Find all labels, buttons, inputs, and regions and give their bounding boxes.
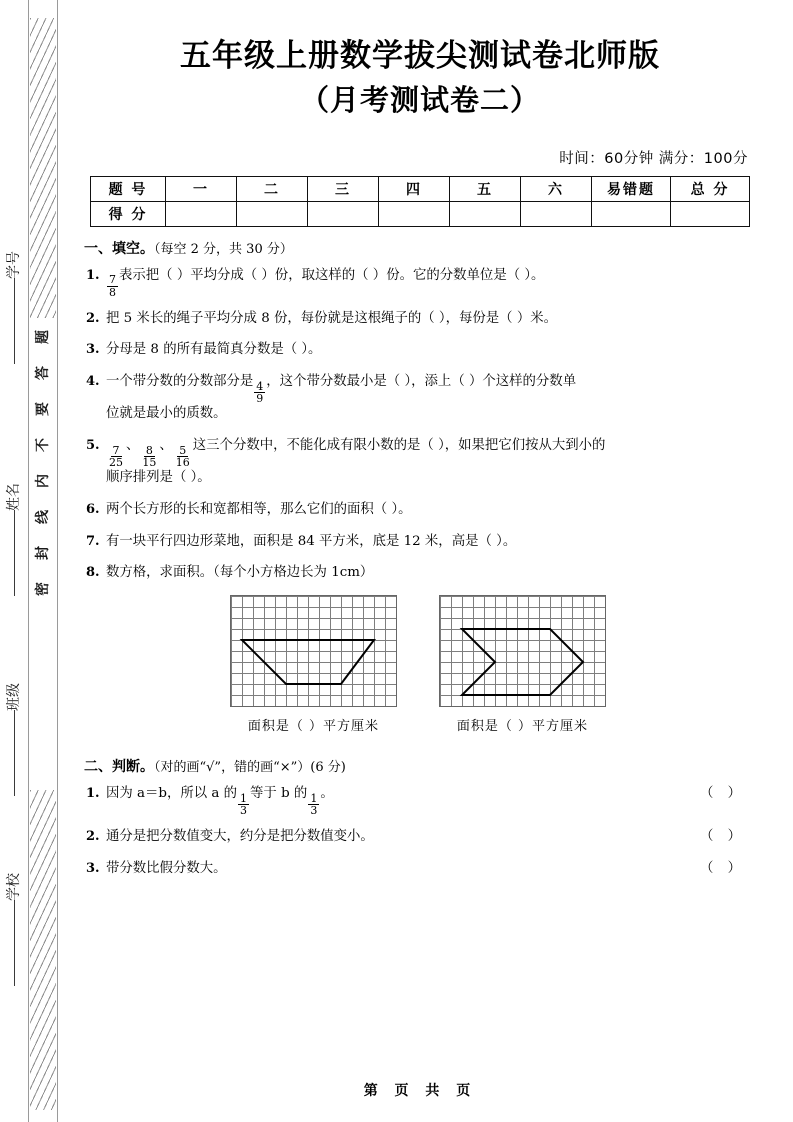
fraction-denominator: 16 [175, 455, 190, 469]
seal-char-7: 密 [35, 582, 51, 596]
fraction [174, 445, 192, 468]
fraction [254, 381, 265, 404]
seal-line-strip [28, 0, 58, 1122]
question-text: 通分是把分数值变大，约分是把分数值变小。 [106, 829, 374, 845]
question-number: 7. [86, 533, 100, 549]
question-item [84, 309, 752, 330]
fraction-denominator: 9 [256, 392, 264, 406]
score-table [90, 176, 750, 227]
trapezoid-grid-caption: 面积是（ ）平方厘米 [247, 719, 380, 735]
fraction-denominator: 8 [109, 285, 116, 299]
score-cell-4[interactable] [379, 201, 450, 226]
fraction-numerator: 1 [240, 791, 248, 805]
question-text: 、 [126, 438, 140, 454]
question-body [106, 311, 557, 326]
question-text: 两个长方形的长和宽都相等，那么它们的面积（ ）。 [106, 501, 412, 517]
section-1-title: 一、填空。 [84, 240, 154, 257]
score-cell-hard[interactable] [592, 201, 671, 226]
question-body [106, 374, 576, 421]
score-col-5: 五 [450, 176, 521, 201]
score-table-header-row [91, 176, 750, 201]
score-col-hard: 易错题 [592, 176, 671, 201]
question-item [84, 340, 752, 361]
score-cell-3[interactable] [308, 201, 379, 226]
trapezoid-grid-grid [230, 595, 397, 707]
question-text: 位就是最小的质数。 [106, 406, 227, 422]
trapezoid-grid [230, 595, 397, 737]
seal-char-5: 线 [35, 510, 51, 524]
page-subtitle: （月考测试卷二） [299, 82, 540, 117]
fraction [107, 274, 118, 297]
field-name [0, 483, 28, 596]
arrow-grid-shape [440, 596, 605, 706]
answer-paren[interactable]: （ ） [699, 829, 746, 845]
grid-figures [84, 595, 752, 737]
question-text: 因为 a＝b，所以 a 的 [106, 786, 238, 801]
question-item [84, 827, 752, 848]
question-body [106, 342, 321, 357]
score-table-row-label-1: 得 分 [91, 201, 166, 226]
question-number: 6. [86, 501, 100, 517]
section-1-questions [84, 266, 752, 585]
score-col-total: 总 分 [671, 176, 750, 201]
question-body [106, 534, 516, 549]
seal-char-0: 题 [35, 330, 51, 344]
score-table-row-label-0: 题 号 [91, 176, 166, 201]
question-body [106, 829, 374, 844]
score-cell-1[interactable] [166, 201, 237, 226]
fraction-numerator: 7 [112, 443, 120, 457]
score-col-3: 三 [308, 176, 379, 201]
section-2-questions [84, 784, 752, 880]
question-body [106, 438, 605, 485]
question-item [84, 532, 752, 553]
fraction [107, 445, 125, 468]
score-col-2: 二 [237, 176, 308, 201]
question-text: 表示把（ ）平均分成（ ）份，取这样的（ ）份。它的分数单位是（ ）。 [119, 267, 545, 283]
field-name-label: 姓名 [6, 483, 22, 511]
fraction-numerator: 4 [256, 379, 264, 393]
field-name-line[interactable] [14, 510, 15, 596]
seal-char-4: 内 [35, 474, 51, 488]
fraction-numerator: 1 [310, 791, 318, 805]
section-1-points: （每空 2 分，共 30 分） [154, 241, 293, 257]
arrow-grid-caption: 面积是（ ）平方厘米 [456, 719, 589, 735]
fraction-denominator: 3 [310, 803, 318, 817]
question-number: 2. [86, 829, 100, 845]
arrow-grid-grid [439, 595, 606, 707]
question-number: 4. [86, 374, 100, 390]
trapezoid-grid-shape [231, 596, 396, 706]
fraction [140, 445, 158, 468]
field-student-id-label: 学号 [6, 251, 22, 279]
section-2-points: （对的画“√”，错的画“×”）(6 分) [154, 760, 346, 776]
field-class [0, 683, 28, 796]
field-class-label: 班级 [6, 683, 22, 711]
seal-char-3: 不 [35, 438, 51, 452]
seal-hatch-bottom [30, 790, 56, 1110]
question-text: ，这个带分数最小是（ ），添上（ ）个这样的分数单 [266, 374, 577, 390]
question-body [106, 565, 373, 580]
field-school [0, 873, 28, 986]
score-cell-5[interactable] [450, 201, 521, 226]
question-text: 数方格，求面积。（每个小方格边长为 1cm） [106, 565, 374, 581]
question-number: 8. [86, 565, 100, 581]
seal-char-6: 封 [35, 546, 51, 560]
fraction-numerator: 8 [145, 443, 153, 457]
section-heading-1 [84, 239, 752, 261]
question-body [106, 861, 227, 876]
fraction [308, 793, 319, 816]
fraction-denominator: 15 [142, 455, 157, 469]
question-text: 。 [320, 786, 334, 801]
question-text: 、 [159, 438, 173, 454]
question-text: 顺序排列是（ ）。 [106, 470, 211, 486]
exam-sheet [70, 0, 770, 1122]
page-title: 五年级上册数学拔尖测试卷北师版 [180, 38, 660, 74]
answer-paren[interactable]: （ ） [699, 860, 746, 876]
question-number: 1. [86, 267, 100, 283]
field-class-line[interactable] [14, 710, 15, 796]
score-col-1: 一 [166, 176, 237, 201]
question-text: 有一块平行四边形菜地，面积是 84 平方米，底是 12 米，高是（ ）。 [106, 533, 517, 549]
score-table-value-row [91, 201, 750, 226]
question-body [106, 267, 545, 299]
section-heading-2 [84, 757, 752, 779]
fraction-denominator: 25 [109, 455, 123, 469]
score-col-4: 四 [379, 176, 450, 201]
field-student-id [0, 251, 28, 364]
field-student-id-line[interactable] [14, 278, 15, 364]
question-number: 3. [86, 860, 100, 876]
question-text: 分母是 8 的所有最简真分数是（ ）。 [106, 342, 322, 358]
arrow-grid [439, 595, 606, 737]
seal-char-2: 要 [35, 402, 51, 416]
field-school-label: 学校 [6, 873, 22, 901]
question-item [84, 859, 752, 880]
question-text: 带分数比假分数大。 [106, 860, 227, 876]
exam-meta: 时间：60分钟 满分：100分 [559, 150, 748, 167]
exam-content [70, 239, 770, 880]
question-item [84, 500, 752, 521]
student-info-fields [0, 0, 28, 1122]
question-number: 2. [86, 310, 100, 326]
question-number: 1. [86, 786, 100, 801]
question-body [106, 502, 412, 517]
question-item [84, 784, 752, 816]
answer-paren[interactable]: （ ） [699, 786, 746, 801]
seal-hatch-top [30, 18, 56, 318]
question-item [84, 266, 752, 298]
fraction-numerator: 7 [109, 273, 116, 287]
question-body [106, 786, 334, 817]
score-cell-2[interactable] [237, 201, 308, 226]
title-block [70, 0, 770, 121]
question-text: 等于 b 的 [250, 786, 308, 801]
question-number: 5. [86, 438, 100, 454]
page-footer: 第 页 共 页 [363, 1083, 477, 1099]
field-school-line[interactable] [14, 900, 15, 986]
fraction [238, 793, 249, 816]
question-text: 一个带分数的分数部分是 [106, 374, 254, 390]
question-item [84, 563, 752, 584]
score-cell-total[interactable] [671, 201, 750, 226]
score-col-6: 六 [521, 176, 592, 201]
question-number: 3. [86, 342, 100, 358]
section-2-title: 二、判断。 [84, 759, 154, 776]
fraction-denominator: 3 [240, 803, 248, 817]
seal-text [28, 322, 58, 792]
seal-char-1: 答 [35, 366, 51, 380]
question-text: 把 5 米长的绳子平均分成 8 份，每份就是这根绳子的（ ），每份是（ ）米。 [106, 310, 557, 326]
question-item [84, 372, 752, 425]
question-item [84, 436, 752, 489]
score-cell-6[interactable] [521, 201, 592, 226]
fraction-numerator: 5 [179, 443, 187, 457]
question-text: 这三个分数中，不能化成有限小数的是（ ），如果把它们按从大到小的 [192, 438, 606, 454]
